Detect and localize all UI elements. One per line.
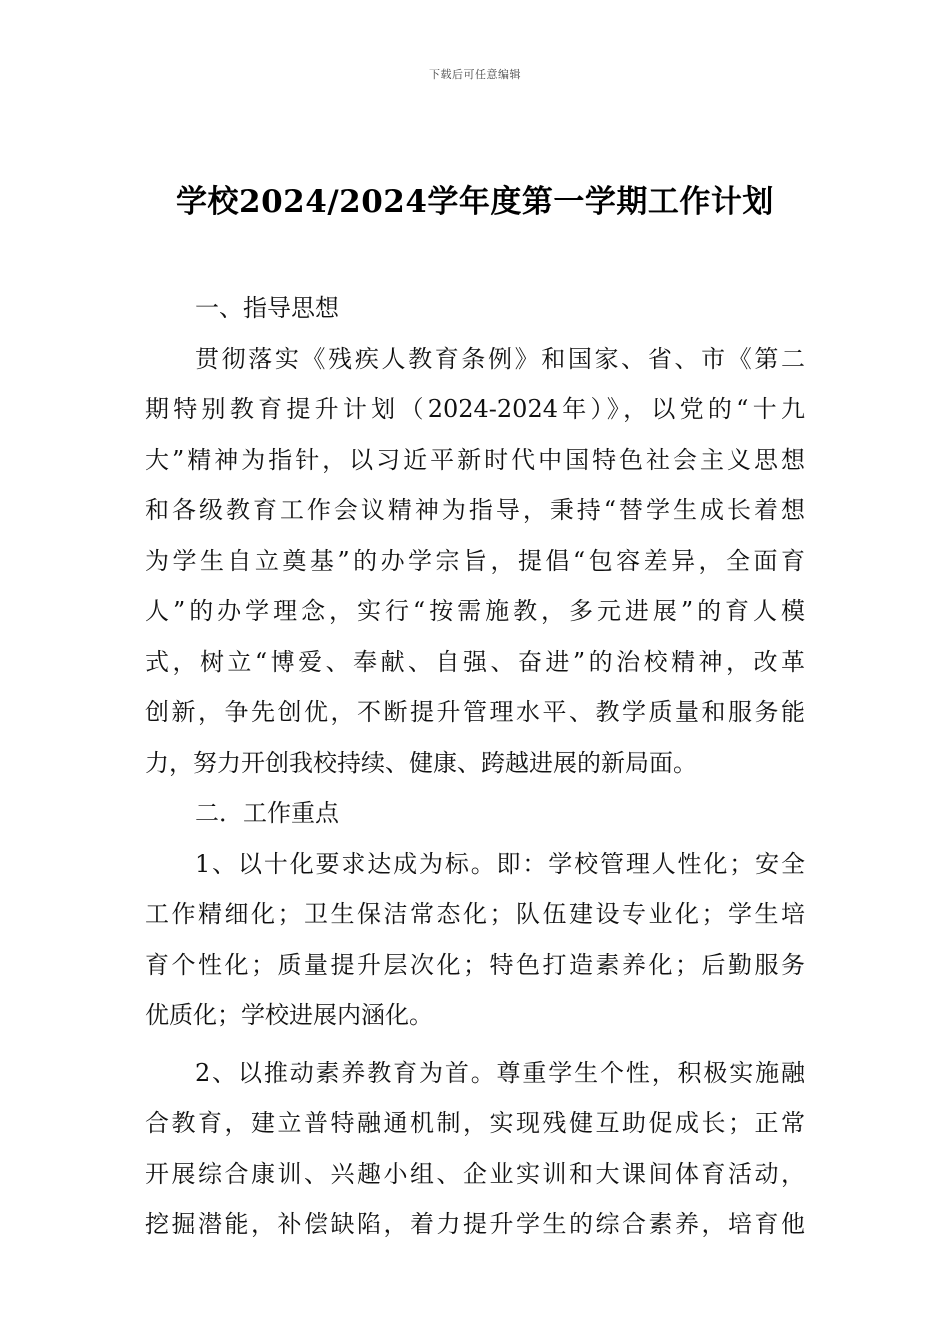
text-line: 贯彻落实《残疾人教育条例》和国家、省、市《第二 xyxy=(195,344,805,373)
section-heading-guiding-ideology: 一、指导思想 xyxy=(195,294,339,322)
text-line: 2、以推动素养教育为首。尊重学生个性，积极实施融 xyxy=(195,1058,805,1087)
text-line: 开展综合康训、兴趣小组、企业实训和大课间体育活动， xyxy=(145,1159,805,1188)
text-line: 人”的办学理念，实行“按需施教，多元进展”的育人模 xyxy=(145,597,805,625)
text-line: 工作精细化；卫生保洁常态化；队伍建设专业化；学生培 xyxy=(145,900,805,928)
text-line: 合教育，建立普特融通机制，实现残健互助促成长；正常 xyxy=(145,1109,805,1137)
text-line: 和各级教育工作会议精神为指导，秉持“替学生成长着想 xyxy=(145,496,805,524)
header-note: 下载后可任意编辑 xyxy=(429,68,521,81)
text-line: 式，树立“博爱、奉献、自强、奋进”的治校精神，改革 xyxy=(145,647,805,676)
paragraph-item-1 xyxy=(145,839,805,1041)
text-line: 育个性化；质量提升层次化；特色打造素养化；后勤服务 xyxy=(145,950,805,979)
text-line: 大”精神为指针，以习近平新时代中国特色社会主义思想 xyxy=(145,445,805,474)
text-line: 创新，争先创优，不断提升管理水平、教学质量和服务能 xyxy=(145,698,805,726)
text-line: 期特别教育提升计划（2024-2024年）》，以党的“十九 xyxy=(145,395,805,423)
text-line: 力，努力开创我校持续、健康、跨越进展的新局面。 xyxy=(145,748,697,777)
text-line: 为学生自立奠基”的办学宗旨，提倡“包容差异，全面育 xyxy=(145,546,805,575)
text-line: 优质化；学校进展内涵化。 xyxy=(145,1001,433,1029)
paragraph-gap xyxy=(145,1041,805,1048)
paragraph-item-2 xyxy=(145,1048,805,1250)
paragraph-guiding-ideology xyxy=(145,334,805,789)
text-line: 挖掘潜能，补偿缺陷，着力提升学生的综合素养，培育他 xyxy=(145,1210,805,1238)
document-body xyxy=(145,283,805,1250)
section-heading-work-focus: 二．工作重点 xyxy=(195,799,339,827)
text-line: 1、以十化要求达成为标。即：学校管理人性化；安全 xyxy=(195,849,805,878)
document-title: 学校2024/2024学年度第一学期工作计划 xyxy=(176,184,774,220)
